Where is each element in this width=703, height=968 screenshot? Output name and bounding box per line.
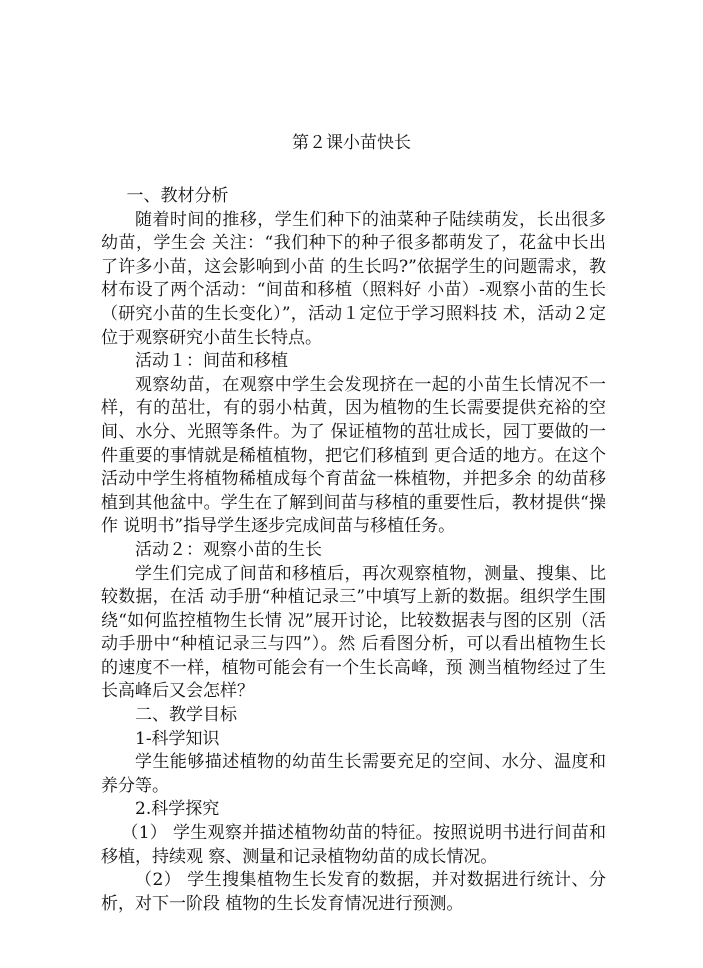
activity-1-heading: 活动１：间苗和移植: [135, 351, 288, 372]
page-title: 第２课小苗快长: [292, 133, 411, 153]
paragraph-knowledge: 学生能够描述植物的幼苗生长需要充足的空间、水分、温度和养分等。: [101, 752, 606, 796]
paragraph-inquiry-2: （2） 学生搜集植物生长发育的数据，并对数据进行统计、分析，对下一阶段 植物的生长发育情况进行预测。: [101, 870, 606, 914]
section-heading-goals: 二、教学目标: [135, 705, 237, 726]
subheading-inquiry: 2.科学探究: [135, 799, 220, 820]
paragraph-activity-1: 观察幼苗，在观察中学生会发现挤在一起的小苗生长情况不一样，有的茁壮，有的弱小枯黄，因为植物的生长需要提供充裕的空间、水分、光照等条件。为了 保证植物的茁壮成长，园丁要做的一件重要的事情就是稀植植物，把它们移植到 更合适的地方。在这个活动中学生将植物稀植成每个育苗盆一株植物，并把多余 的幼苗移植到其他盆中。学生在了解到间苗与移植的重要性后，教材提供“操作 说明书”指导学生逐步完成间苗与移植任务。: [101, 374, 606, 537]
paragraph-activity-2: 学生们完成了间苗和移植后，再次观察植物，测量、搜集、比较数据，在活 动手册“种植记录三”中填写上新的数据。组织学生围绕“如何监控植物生长情 况”展开讨论，比较数据表与图的区别（活动手册中“种植记录三与四”）。然 后看图分析，可以看出植物生长的速度不一样，植物可能会有一个生长高峰，预 测当植物经过了生长高峰后又会怎样？: [101, 563, 606, 702]
paragraph-inquiry-1: （1） 学生观察并描述植物幼苗的特征。按照说明书进行间苗和移植，持续观 察、测量和记录植物幼苗的成长情况。: [101, 823, 606, 867]
subheading-knowledge: 1-科学知识: [135, 728, 220, 749]
activity-2-heading: 活动２：观察小苗的生长: [135, 539, 322, 560]
paragraph-analysis: 随着时间的推移，学生们种下的油菜种子陆续萌发，长出很多幼苗，学生会 关注：“我们种下的种子很多都萌发了，花盆中长出了许多小苗，这会影响到小苗 的生长吗?”依据学生的问题需求，教材布设了两个活动：“间苗和移植（照料好 小苗）-观察小苗的生长（研究小苗的生长变化）”，活动１定位于学习照料技 术，活动２定位于观察研究小苗生长特点。: [101, 209, 606, 348]
section-heading-analysis: 一、教材分析: [126, 186, 229, 206]
document-body: [101, 185, 606, 916]
